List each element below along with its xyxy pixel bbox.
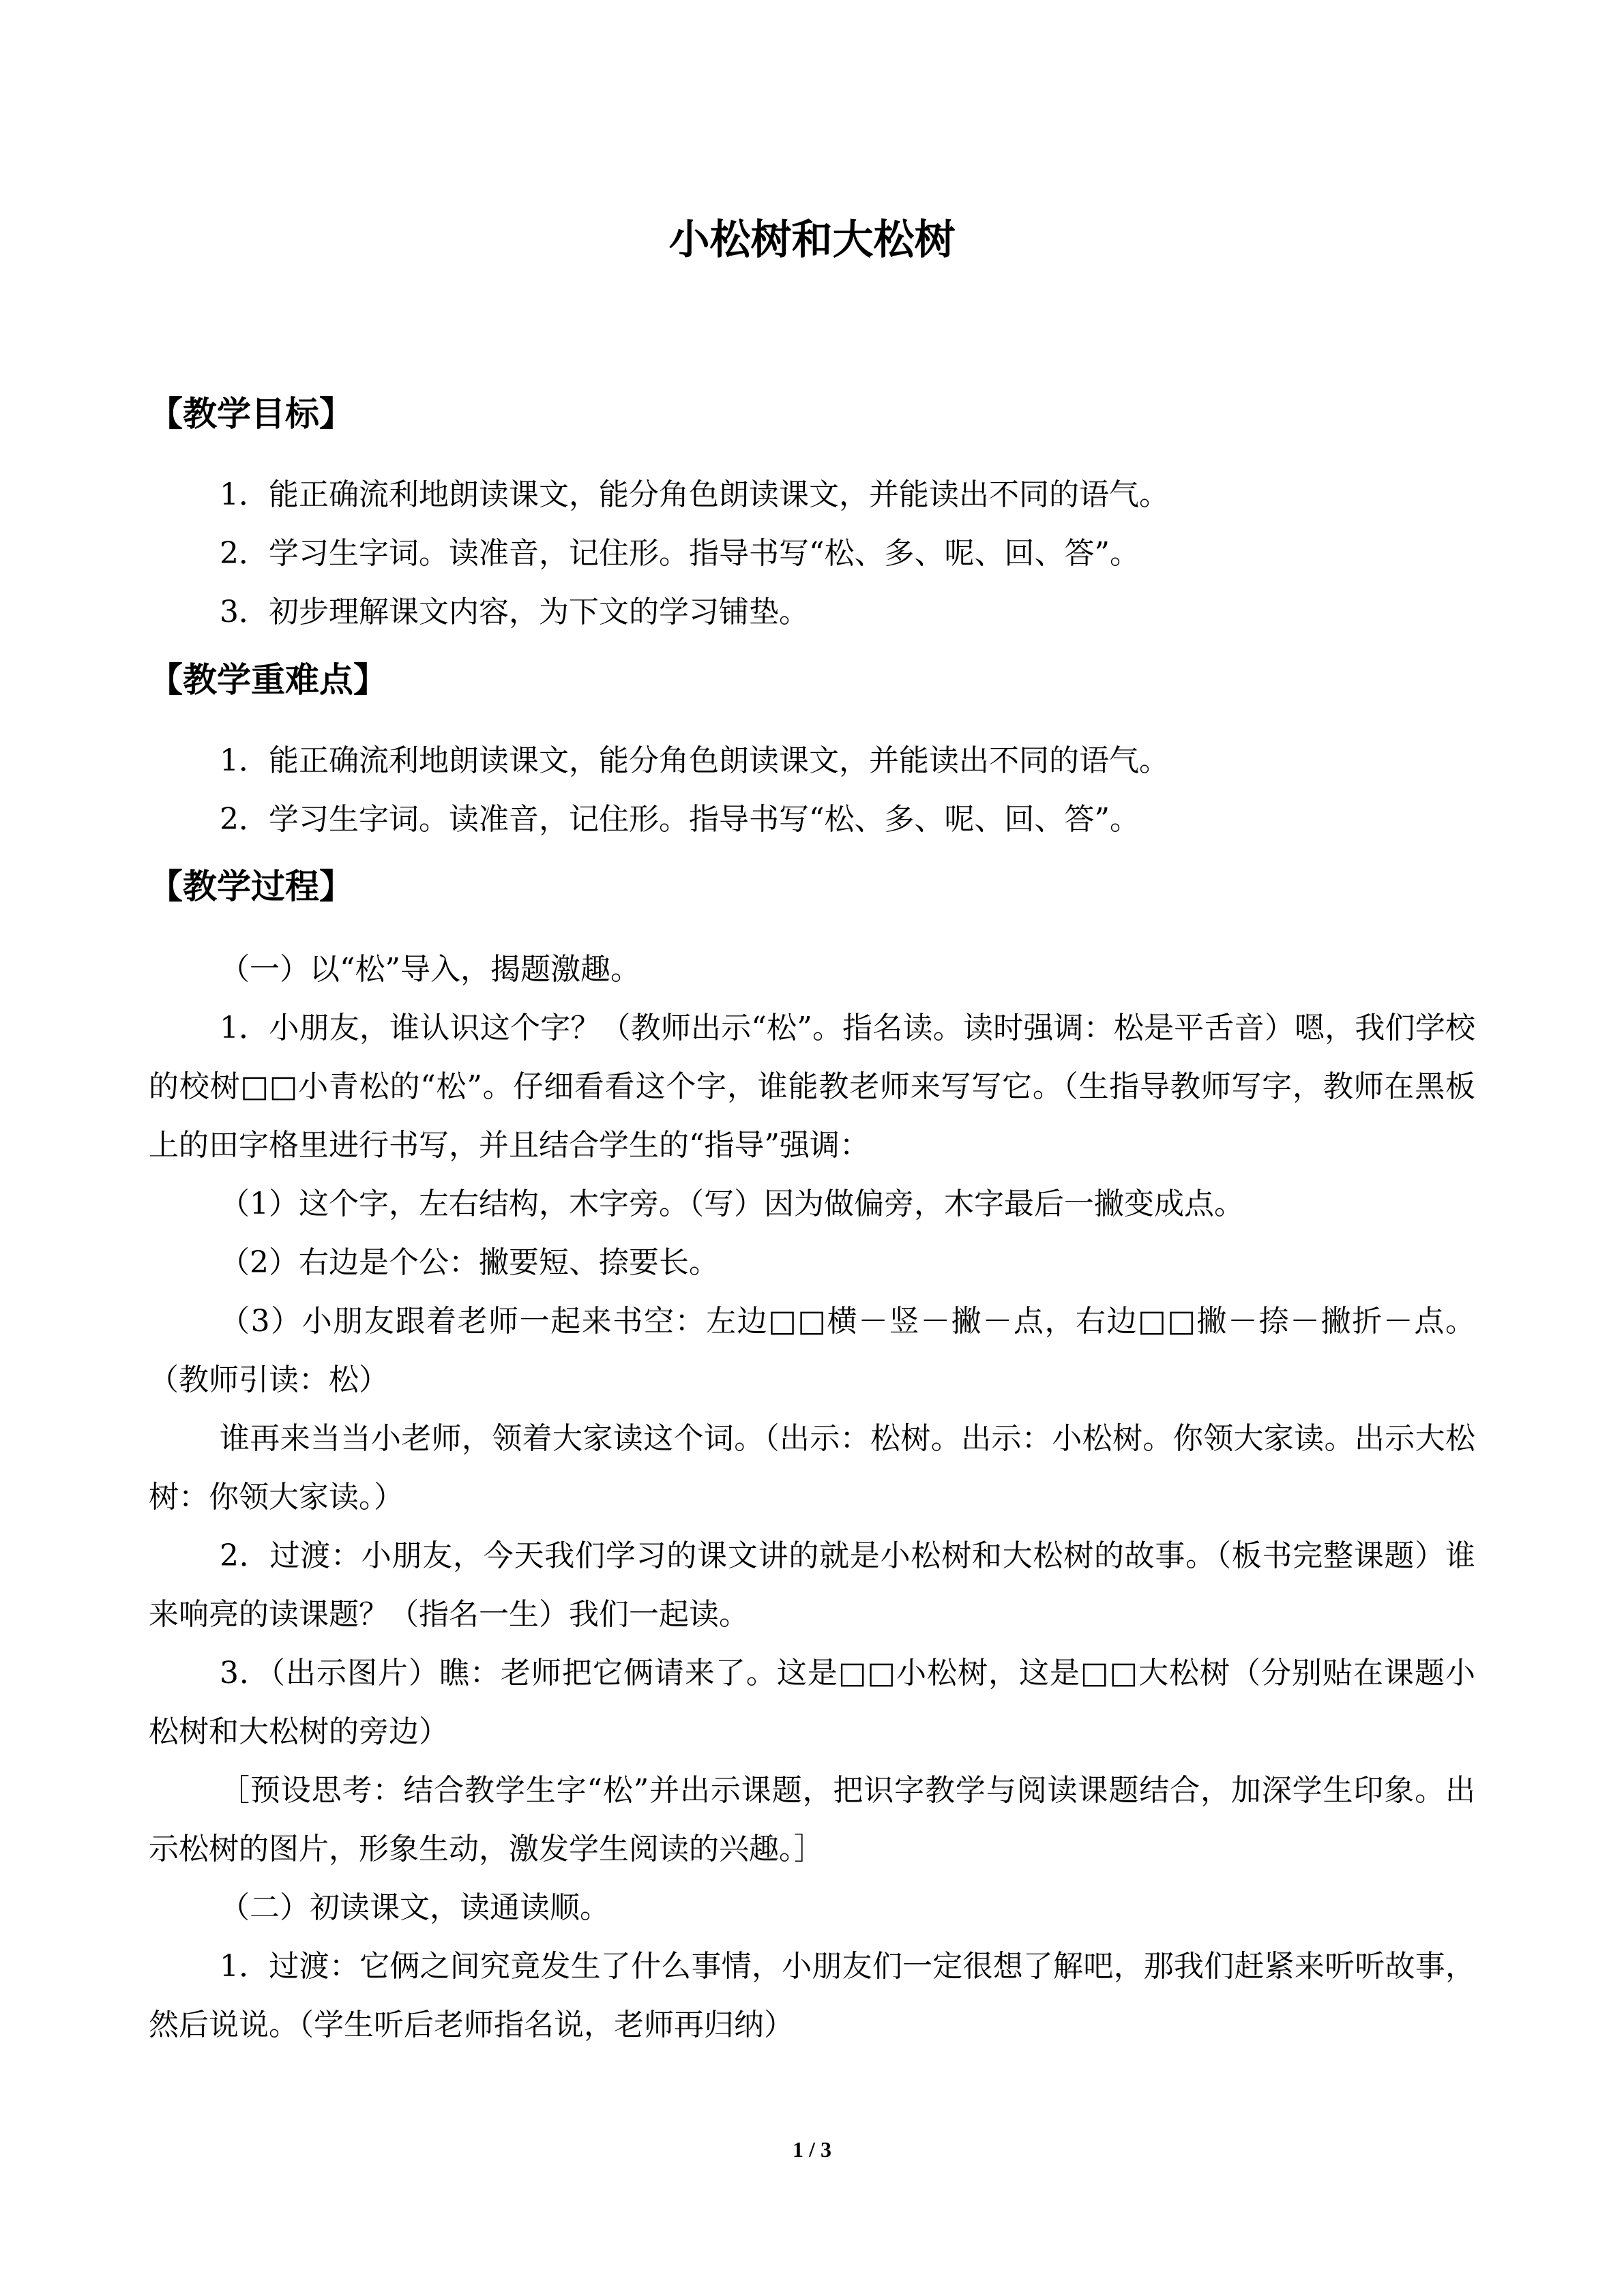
process-paragraph: ［预设思考：结合教学生字“松”并出示课题，把识字教学与阅读课题结合，加深学生印象。出示松树的图片，形象生动，激发学生阅读的兴趣。］ — [149, 1773, 1475, 1866]
objective-item: 3．初步理解课文内容，为下文的学习铺垫。 — [220, 595, 809, 629]
page-title: 小松树和大松树 — [668, 216, 956, 264]
process-paragraph: 1．过渡：它俩之间究竟发生了什么事情，小朋友们一定很想了解吧，那我们赶紧来听听故事，然后说说。（学生听后老师指名说，老师再归纳） — [149, 1949, 1475, 2042]
process-paragraph: 1．小朋友，谁认识这个字？（教师出示“松”。指名读。读时强调：松是平舌音）嗯，我们学校的校树□□小青松的“松”。仔细看看这个字，谁能教老师来写写它。（生指导教师写字，教师在黑板上的田字格里进行书写，并且结合学生的“指导”强调： — [149, 1011, 1475, 1163]
section-heading-objectives: 【教学目标】 — [149, 394, 353, 434]
section-heading-key-points: 【教学重难点】 — [149, 660, 387, 700]
key-point-item: 1．能正确流利地朗读课文，能分角色朗读课文，并能读出不同的语气。 — [220, 743, 1169, 778]
process-paragraph: （二）初读课文，读通读顺。 — [220, 1890, 610, 1925]
process-paragraph: 2．过渡：小朋友，今天我们学习的课文讲的就是小松树和大松树的故事。（板书完整课题）谁来响亮的读课题？（指名一生）我们一起读。 — [149, 1538, 1475, 1632]
process-paragraph: 谁再来当当小老师，领着大家读这个词。（出示：松树。出示：小松树。你领大家读。出示大松树：你领大家读。） — [149, 1421, 1475, 1515]
process-paragraph: 3．（出示图片）瞧：老师把它俩请来了。这是□□小松树，这是□□大松树（分别贴在课题小松树和大松树的旁边） — [149, 1656, 1475, 1749]
process-paragraph: （1）这个字，左右结构，木字旁。（写）因为做偏旁，木字最后一撇变成点。 — [220, 1187, 1244, 1221]
objective-item: 2．学习生字词。读准音，记住形。指导书写“松、多、呢、回、答”。 — [220, 536, 1140, 571]
key-point-item: 2．学习生字词。读准音，记住形。指导书写“松、多、呢、回、答”。 — [220, 802, 1140, 837]
process-paragraph: （2）右边是个公：撇要短、捺要长。 — [220, 1245, 719, 1280]
objective-item: 1．能正确流利地朗读课文，能分角色朗读课文，并能读出不同的语气。 — [220, 477, 1169, 512]
process-paragraph: （3）小朋友跟着老师一起来书空：左边□□横－竖－撇－点，右边□□撇－捺－撇折－点。（教师引读：松） — [149, 1304, 1475, 1397]
page-number: 1 / 3 — [793, 2137, 831, 2162]
section-heading-process: 【教学过程】 — [149, 867, 353, 906]
process-paragraph: （一）以“松”导入，揭题激趣。 — [220, 952, 640, 987]
